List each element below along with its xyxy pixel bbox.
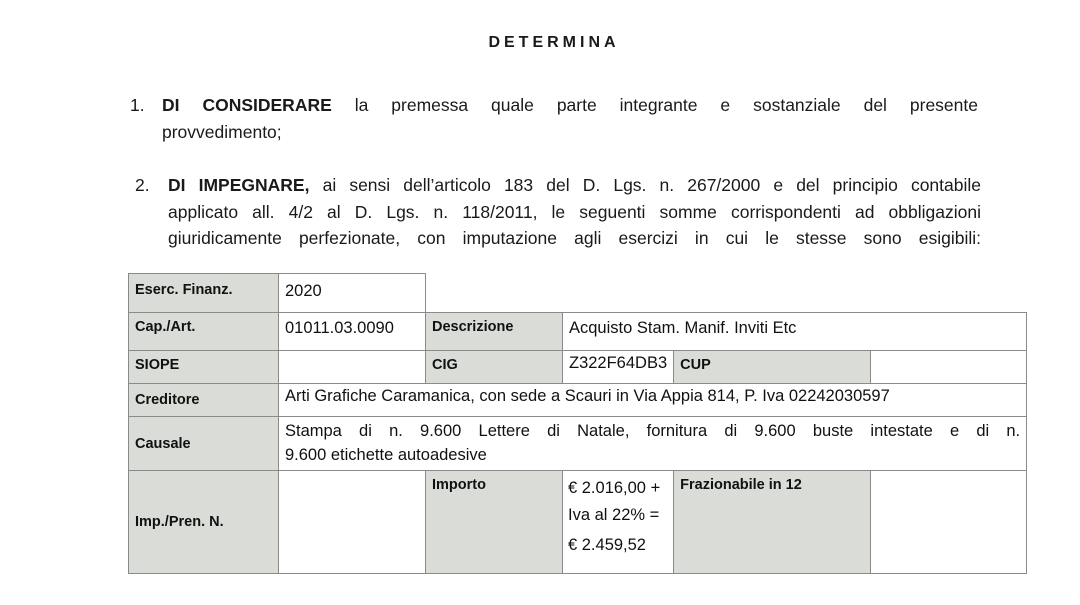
cap-art-value: 01011.03.0090	[279, 313, 426, 351]
siope-label: SIOPE	[129, 351, 279, 384]
cap-art-label: Cap./Art.	[129, 313, 279, 351]
item-2	[135, 172, 981, 252]
causale-value	[279, 417, 1027, 471]
item-1-line-2: provvedimento;	[162, 121, 282, 142]
item-number: 2.	[135, 175, 150, 195]
table-row	[129, 384, 1027, 417]
importo-value	[563, 471, 674, 574]
item-1-line-1: DI CONSIDERARE la premessa quale parte integrante e sostanziale del presente	[162, 95, 978, 115]
cup-value	[871, 351, 1027, 384]
cig-value: Z322F64DB3	[563, 351, 674, 384]
siope-value	[279, 351, 426, 384]
eserc-finanz-value: 2020	[279, 274, 426, 313]
importo-label: Importo	[426, 471, 563, 574]
item-1-keyword: DI CONSIDERARE	[162, 95, 332, 115]
frazionabile-value	[871, 471, 1027, 574]
creditore-value: Arti Grafiche Caramanica, con sede a Scauri in Via Appia 814, P. Iva 02242030597	[279, 384, 1027, 417]
document-title: DETERMINA	[488, 34, 620, 51]
importo-line-2: Iva al 22% =	[568, 506, 660, 524]
table-row	[129, 471, 1027, 574]
cup-label: CUP	[674, 351, 871, 384]
descrizione-label: Descrizione	[426, 313, 563, 351]
item-number: 1.	[130, 95, 145, 115]
item-2-line-3: giuridicamente perfezionate, con imputazione agli esercizi in cui le stesse sono esigibili:	[168, 228, 981, 248]
table-row	[129, 417, 1027, 471]
item-2-line-2: applicato all. 4/2 al D. Lgs. n. 118/2011, le seguenti somme corrispondenti ad obbligazioni	[168, 201, 981, 222]
table-row	[129, 351, 1027, 384]
empty-cell	[426, 274, 1027, 313]
frazionabile-label: Frazionabile in 12	[674, 471, 871, 574]
financial-table	[128, 273, 1027, 574]
table-row	[129, 313, 1027, 351]
item-2-line-1: DI IMPEGNARE, ai sensi dell’articolo 183 del D. Lgs. n. 267/2000 e del principio contabile	[168, 175, 981, 195]
creditore-label: Creditore	[129, 384, 279, 417]
causale-label: Causale	[129, 417, 279, 471]
imp-pren-value	[279, 471, 426, 574]
causale-line-2: 9.600 etichette autoadesive	[285, 446, 487, 464]
table-row	[129, 274, 1027, 313]
imp-pren-label: Imp./Pren. N.	[129, 471, 279, 574]
item-1	[130, 92, 978, 145]
cig-label: CIG	[426, 351, 563, 384]
descrizione-value: Acquisto Stam. Manif. Inviti Etc	[563, 313, 1027, 351]
item-2-keyword: DI IMPEGNARE,	[168, 175, 310, 195]
eserc-finanz-label: Eserc. Finanz.	[129, 274, 279, 313]
importo-line-3: € 2.459,52	[568, 536, 646, 554]
importo-line-1: € 2.016,00 +	[568, 479, 661, 497]
causale-line-1: Stampa di n. 9.600 Lettere di Natale, fornitura di 9.600 buste intestate e di n.	[285, 422, 1021, 440]
